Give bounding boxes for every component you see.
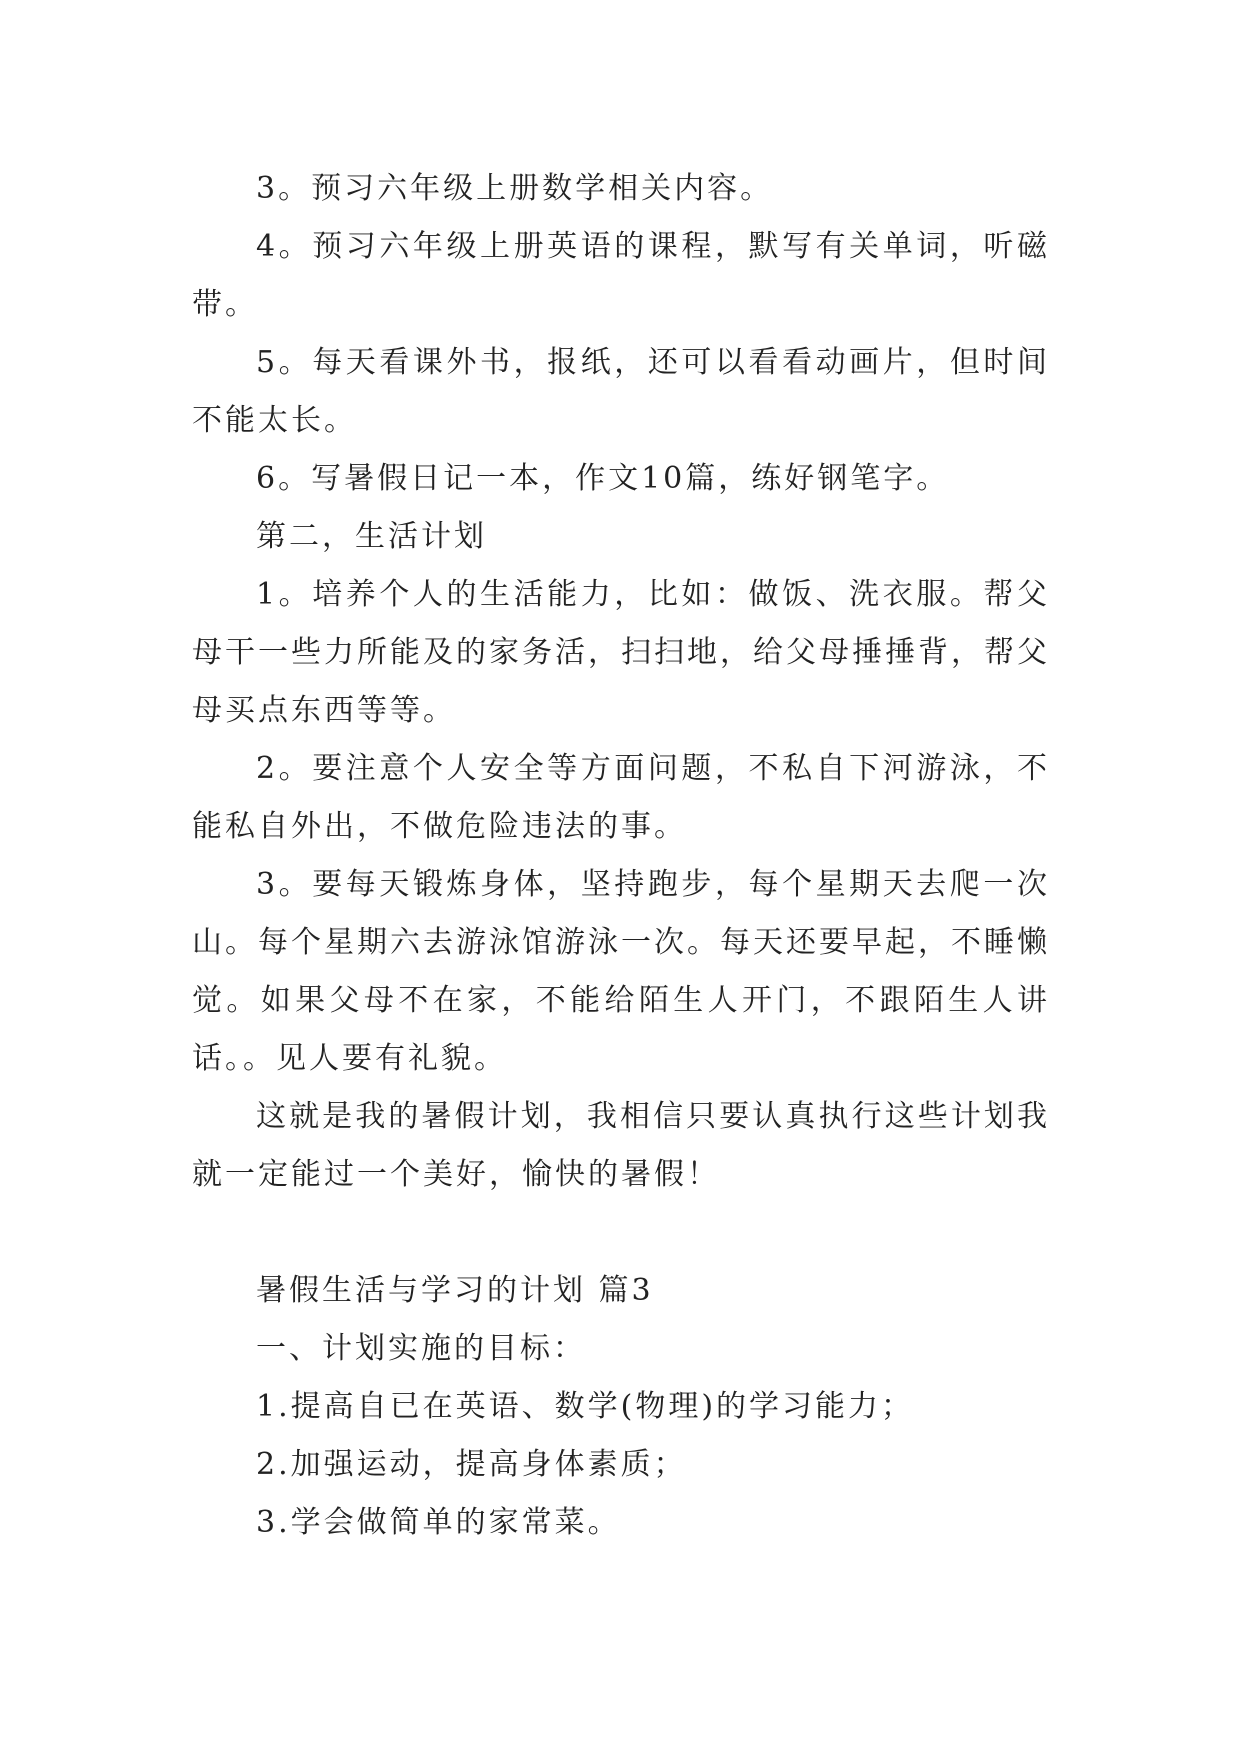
section-heading-life-plan: 第二，生活计划 [256, 519, 487, 554]
paragraph-life-item-3: 3。要每天锻炼身体，坚持跑步，每个星期天去爬一次山。每个星期六去游泳馆游泳一次。每天还要早起，不睡懒觉。如果父母不在家，不能给陌生人开门，不跟陌生人讲话。。见人要有礼貌。 [192, 867, 1050, 1076]
goal-item-3: 3.学会做简单的家常菜。 [256, 1505, 621, 1540]
section-spacer [192, 1204, 1050, 1262]
paragraph-life-item-2: 2。要注意个人安全等方面问题，不私自下河游泳，不能私自外出，不做危险违法的事。 [192, 751, 1050, 844]
paragraph-study-item-5: 5。每天看课外书，报纸，还可以看看动画片，但时间不能太长。 [192, 345, 1050, 438]
section-title: 暑假生活与学习的计划 篇3 [256, 1273, 654, 1308]
goal-item-2: 2.加强运动，提高身体素质； [256, 1447, 687, 1482]
paragraph-study-item-4: 4。预习六年级上册英语的课程，默写有关单词，听磁带。 [192, 229, 1050, 322]
paragraph-life-item-1: 1。培养个人的生活能力，比如：做饭、洗衣服。帮父母干一些力所能及的家务活，扫扫地，给父母捶捶背，帮父母买点东西等等。 [192, 577, 1050, 728]
paragraph-study-item-6: 6。写暑假日记一本，作文10篇，练好钢笔字。 [256, 461, 950, 496]
goals-heading: 一、计划实施的目标： [256, 1331, 586, 1366]
paragraph-conclusion: 这就是我的暑假计划，我相信只要认真执行这些计划我就一定能过一个美好，愉快的暑假！ [192, 1099, 1050, 1192]
goal-item-1: 1.提高自已在英语、数学(物理)的学习能力； [256, 1389, 915, 1424]
document-body [192, 160, 1050, 1552]
paragraph-study-item-3: 3。预习六年级上册数学相关内容。 [256, 171, 774, 206]
